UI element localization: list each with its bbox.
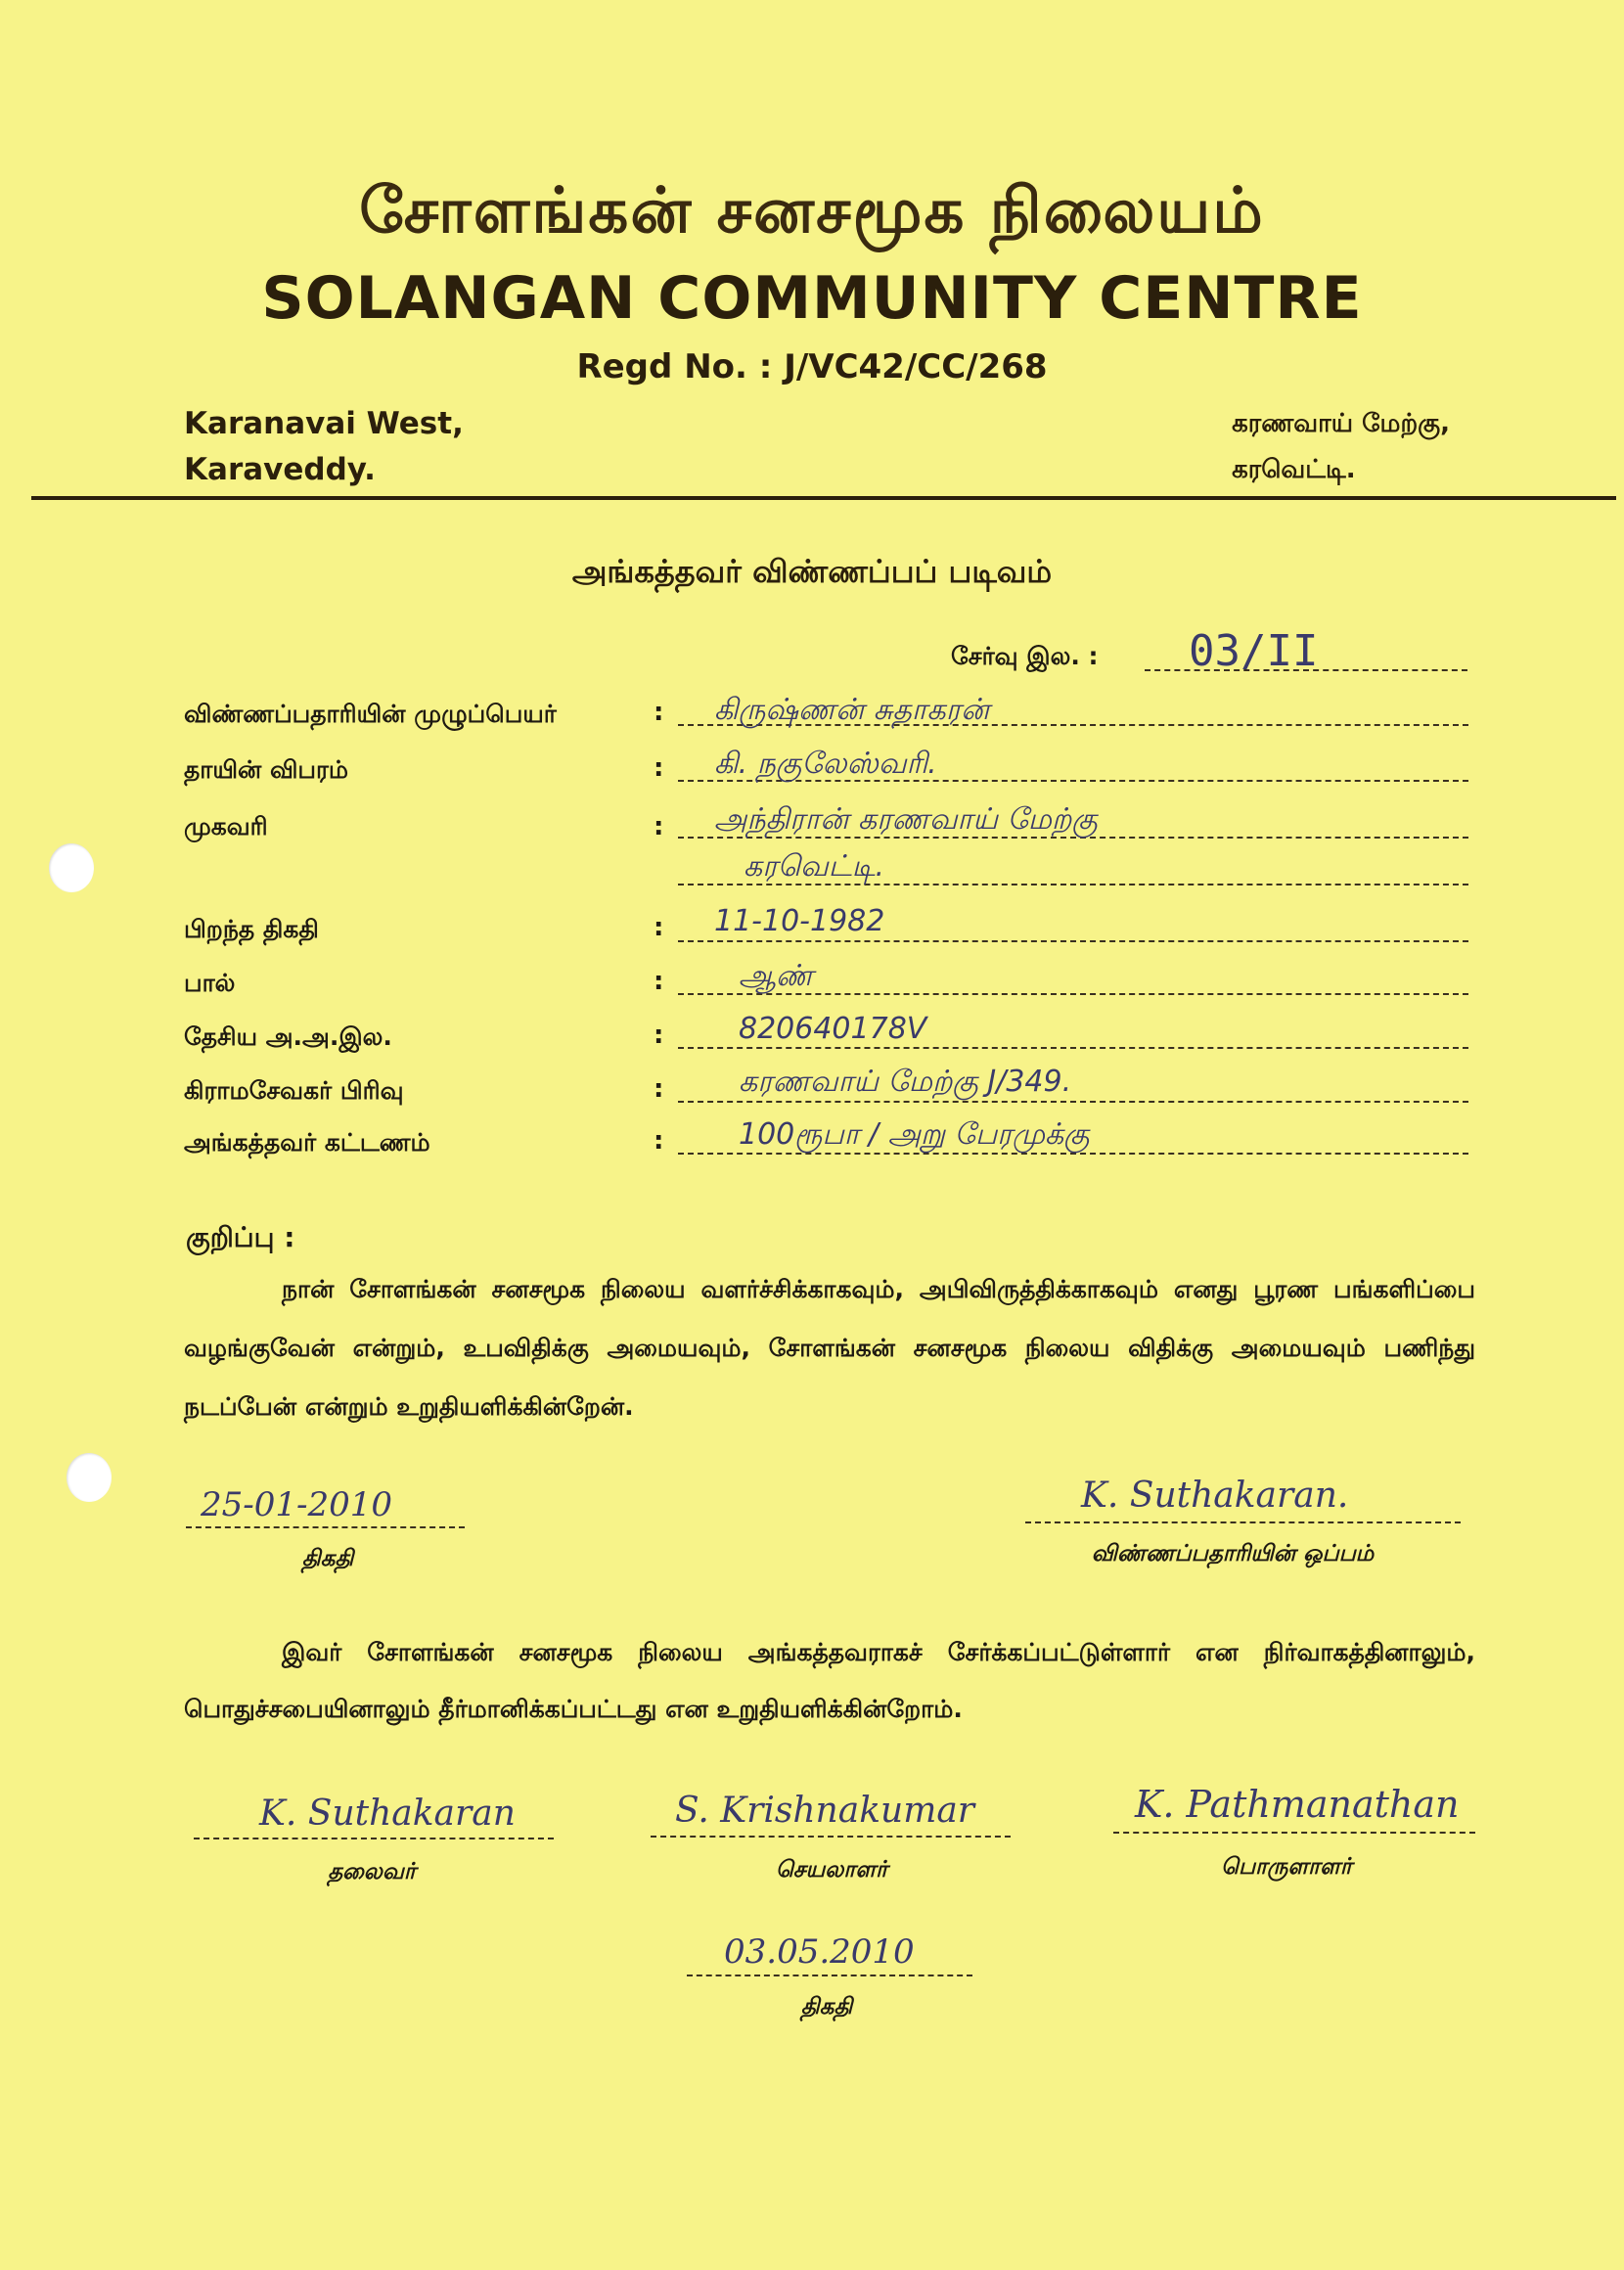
president-signature-line bbox=[194, 1838, 554, 1839]
field-value-gender: ஆண் bbox=[739, 959, 814, 993]
treasurer-signature: K. Pathmanathan bbox=[1135, 1783, 1460, 1826]
header-divider bbox=[31, 496, 1616, 500]
field-value-gs-division: கரணவாய் மேற்கு J/349. bbox=[739, 1065, 1072, 1099]
form-title: அங்கத்தவர் விண்ணப்பப் படிவம் bbox=[571, 553, 1053, 590]
field-label-address: முகவரி bbox=[184, 812, 268, 840]
field-value-full-name: கிருஷ்ணன் சுதாகரன் bbox=[714, 693, 990, 727]
applicant-date-line bbox=[186, 1526, 465, 1528]
secretary-signature-line bbox=[651, 1836, 1011, 1838]
field-value-fee: 100ரூபா / அறு பேரமுக்கு bbox=[739, 1117, 1090, 1152]
serial-value: 03/II bbox=[1189, 626, 1319, 676]
title-tamil: சோளங்கன் சனசமூக நிலையம் bbox=[359, 174, 1265, 248]
field-label-gs-division: கிராமசேவகர் பிரிவு bbox=[184, 1076, 404, 1105]
secretary-signature: S. Krishnakumar bbox=[675, 1791, 974, 1831]
colon: : bbox=[654, 812, 664, 841]
colon: : bbox=[654, 698, 664, 727]
official-date-line bbox=[687, 1975, 972, 1976]
president-signature: K. Suthakaran bbox=[259, 1793, 516, 1834]
field-line bbox=[678, 940, 1468, 942]
colon: : bbox=[654, 913, 664, 942]
official-date-block bbox=[687, 1975, 972, 1976]
applicant-date-value: 25-01-2010 bbox=[201, 1485, 393, 1524]
field-label-nic: தேசிய அ.அ.இல. bbox=[184, 1022, 392, 1051]
colon: : bbox=[654, 1021, 664, 1050]
applicant-signature: K. Suthakaran. bbox=[1081, 1476, 1349, 1516]
field-value-address: அந்திரான் கரணவாய் மேற்கு bbox=[714, 802, 1098, 837]
colon: : bbox=[654, 753, 664, 783]
official-date-caption: திகதி bbox=[800, 1994, 853, 2020]
president-signature-block bbox=[194, 1838, 554, 1839]
serial-label: சேர்வு இல. : bbox=[951, 642, 1099, 670]
president-caption: தலைவர் bbox=[328, 1859, 416, 1884]
colon: : bbox=[654, 1074, 664, 1104]
address-english-line2: Karaveddy. bbox=[184, 452, 376, 487]
field-line bbox=[678, 1047, 1468, 1049]
colon: : bbox=[654, 1126, 664, 1156]
field-value-nic: 820640178V bbox=[739, 1012, 927, 1046]
colon: : bbox=[654, 967, 664, 996]
note-heading: குறிப்பு : bbox=[186, 1221, 295, 1253]
official-date-value: 03.05.2010 bbox=[724, 1932, 915, 1972]
applicant-date-block bbox=[186, 1526, 465, 1528]
field-label-gender: பால் bbox=[184, 969, 236, 997]
address-tamil-line2: கரவெட்டி. bbox=[1232, 455, 1356, 484]
field-value-dob: 11-10-1982 bbox=[714, 904, 885, 938]
secretary-caption: செயலாளர் bbox=[775, 1857, 888, 1883]
applicant-signature-line bbox=[1025, 1521, 1461, 1523]
confirmation-text: இவர் சோளங்கன் சனசமூக நிலைய அங்கத்தவராகச் சேர்க்கப்பட்டுள்ளார் என நிர்வாகத்தினாலும், பொதுச்சபையினாலும் தீர்மானிக்கப்பட்டது என உறுதியளிக்கின்றோம். bbox=[184, 1638, 1475, 1723]
applicant-date-caption: திகதி bbox=[301, 1546, 354, 1571]
address-english-line1: Karanavai West, bbox=[184, 406, 464, 441]
treasurer-signature-block bbox=[1113, 1832, 1475, 1834]
applicant-signature-block bbox=[1025, 1521, 1461, 1523]
treasurer-caption: பொருளாளர் bbox=[1221, 1854, 1352, 1880]
secretary-signature-block bbox=[651, 1836, 1011, 1838]
field-label-fee: அங்கத்தவர் கட்டணம் bbox=[184, 1128, 430, 1157]
field-value-mother: கி. நகுலேஸ்வரி. bbox=[714, 747, 937, 781]
field-label-full-name: விண்ணப்பதாரியின் முழுப்பெயர் bbox=[184, 700, 557, 728]
registration-number: Regd No. : J/VC42/CC/268 bbox=[576, 347, 1048, 386]
note-body: நான் சோளங்கன் சனசமூக நிலைய வளர்ச்சிக்காகவும், அபிவிருத்திக்காகவும் எனது பூரண பங்களிப்பை வழங்குவேன் என்றும், உபவிதிக்கு அமையவும், சோளங்கன் சனசமூக நிலைய விதிக்கு அமையவும் பணிந்து நடப்பேன் என்றும் உறுதியளிக்கின்றேன். bbox=[184, 1275, 1475, 1421]
treasurer-signature-line bbox=[1113, 1832, 1475, 1834]
field-label-mother: தாயின் விபரம் bbox=[184, 755, 349, 784]
punch-hole-top bbox=[49, 843, 94, 892]
punch-hole-bottom bbox=[67, 1453, 112, 1502]
applicant-signature-caption: விண்ணப்பதாரியின் ஒப்பம் bbox=[1091, 1541, 1375, 1566]
title-english: SOLANGAN COMMUNITY CENTRE bbox=[261, 264, 1363, 333]
address-english bbox=[184, 401, 464, 493]
field-value-address-line2: கரவெட்டி. bbox=[744, 849, 885, 884]
field-label-dob: பிறந்த திகதி bbox=[184, 915, 319, 943]
address-tamil bbox=[1232, 401, 1450, 493]
address-tamil-line1: கரணவாய் மேற்கு, bbox=[1232, 409, 1450, 438]
